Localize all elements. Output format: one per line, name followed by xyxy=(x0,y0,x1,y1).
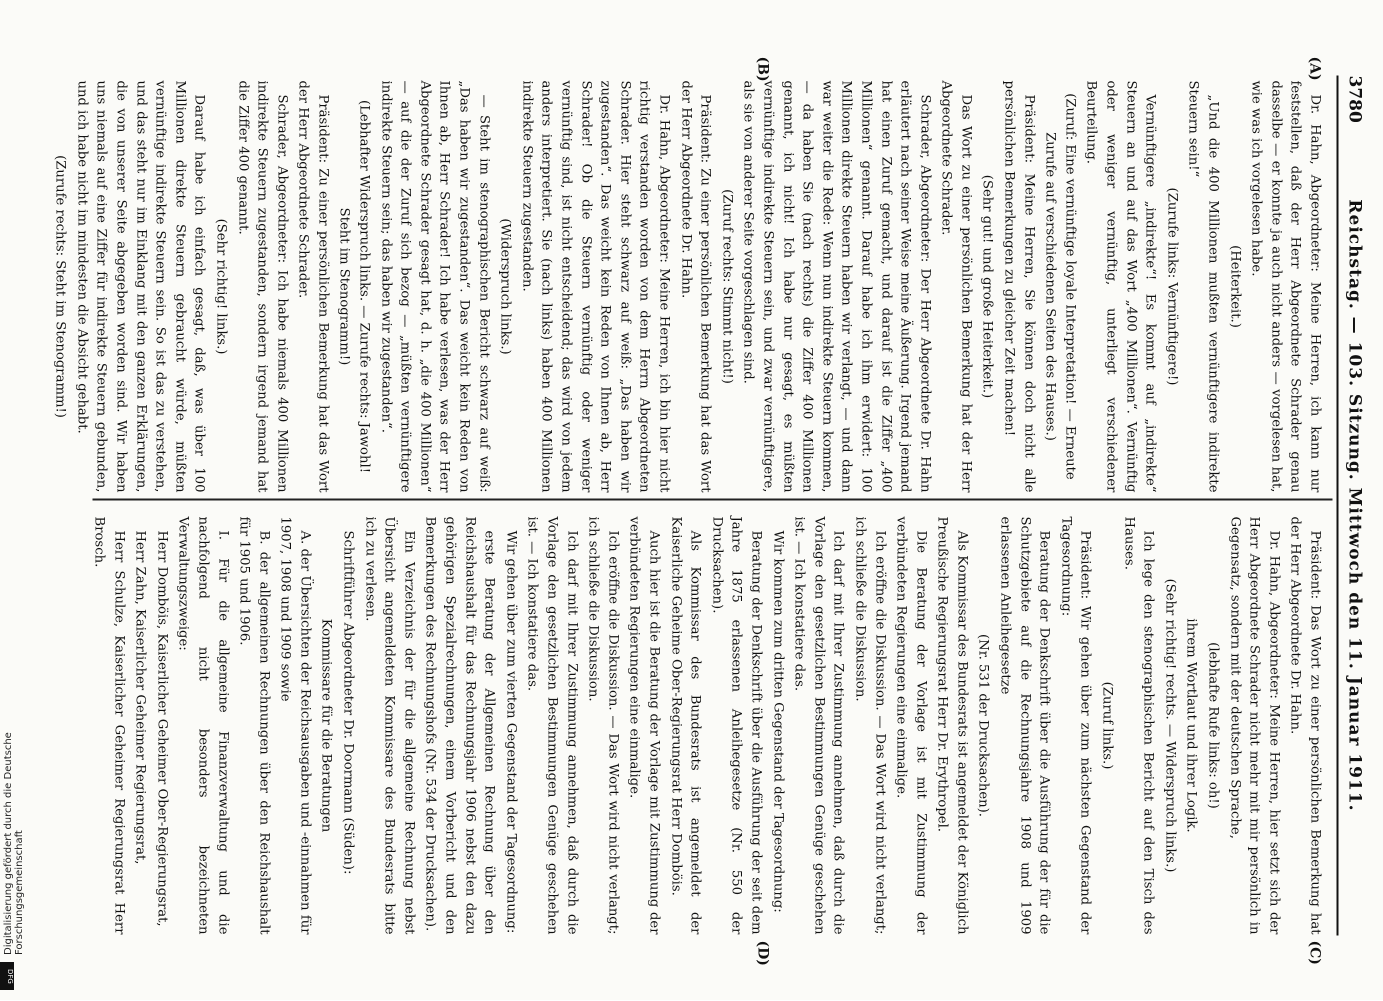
paragraph: (Sehr gut! und große Heiterkeit.) xyxy=(980,174,995,399)
paragraph: (Zurufe links: Vernünftigere!) xyxy=(1164,187,1180,386)
paragraph: Schrader, Abgeordneter: Ich habe niemals 400 Millionen indirekte Steuern zugestanden, sondern irgend jemand hat die Ziffer 400 genannt. xyxy=(235,80,290,493)
paragraph: Präsident: Meine Herren, Sie können doch nicht alle persönlichen Bemerkungen zu gleicher Zeit machen! xyxy=(1001,80,1037,493)
right-column xyxy=(91,516,1325,935)
paragraph: Als Kommissar des Bundesrats ist angemeldet der Kaiserliche Geheime Ober-Regierungsrat Herr Domböis. xyxy=(668,516,703,935)
page-header xyxy=(1337,76,1371,936)
paragraph: Ich eröffne die Diskussion. — Das Wort wird nicht verlangt; ich schließe die Diskussion. xyxy=(852,516,888,935)
paragraph: Die Beratung der Vorlage ist mit Zustimmung der verbündeten Regierungen eine einmalige. xyxy=(893,516,929,935)
column-divider xyxy=(93,499,1333,501)
paragraph: (Heiterkeit.) xyxy=(1227,245,1243,328)
page-number: 3780 xyxy=(1344,75,1365,123)
paragraph: Das Wort zu einer persönlichen Bemerkung hat der Herr Abgeordnete Schrader. xyxy=(938,80,974,493)
paragraph: erste Beratung der Allgemeinen Rechnung über den Reichshaushalt für das Rechnungsjahr 1906 nebst den dazu gehörigen Spezialrechnungen, einem Vorbericht und den Bemerkungen des Rechnungshofs (Nr. 534 der Drucksachen). xyxy=(422,516,497,935)
paragraph: Herr Zahn, Kaiserlicher Geheimer Regierungsrat, xyxy=(132,530,148,865)
margin-mark-b: (B) xyxy=(754,56,771,82)
paragraph: Kommissare für die Beratungen xyxy=(319,618,334,833)
paragraph: Auch hier ist die Beratung der Vorlage mit Zustimmung der verbündeten Regierungen eine einmalige. xyxy=(626,516,662,935)
paragraph: (Sehr richtig! links.) xyxy=(213,218,229,355)
dfg-logo: DFG xyxy=(0,962,14,990)
paragraph: (Zuruf: Eine vernünftige loyale Interpretation! — Erneute Zurufe auf verschiedenen Seiten des Hauses.) xyxy=(1042,93,1078,480)
paragraph: Präsident: Das Wort zu einer persönlichen Bemerkung hat der Herr Abgeordnete Dr. Hahn. xyxy=(1287,516,1323,935)
paragraph: (Widerspruch links.) xyxy=(497,218,513,355)
paragraph: Ich darf mit Ihrer Zustimmung annehmen, daß durch die Vorlage den gesetzlichen Bestimmungen Genüge geschehen ist. — Ich konstatiere das. xyxy=(791,516,846,935)
paragraph: (Lebhafter Widerspruch links. — Zurufe rechts: Jawohl! Steht im Stenogramm!) xyxy=(337,99,372,473)
paragraph: A. der Übersichten der Reichsausgaben und -einnahmen für 1907, 1908 und 1909 sowie xyxy=(277,516,313,935)
paragraph: Dr. Hahn, Abgeordneter: Meine Herren, hier setzt sich der Herr Abgeordnete Schrader nicht mehr mit mir persönlich in Gegensatz, sondern mit der deutschen Sprache, xyxy=(1227,516,1282,935)
paragraph: Beratung der Denkschrift über die Ausführung der seit dem Jahre 1875 erlassenen Anleihegesetze (Nr. 550 der Drucksachen). xyxy=(709,516,764,935)
document-page xyxy=(0,1,1383,1001)
margin-mark-d: (D) xyxy=(754,940,771,966)
paragraph: Präsident: Zu einer persönlichen Bemerkung hat das Wort der Herr Abgeordnete Schrader. xyxy=(295,80,331,493)
paragraph: Präsident: Zu einer persönlichen Bemerkung hat das Wort der Herr Abgeordnete Dr. Hahn. xyxy=(678,80,713,493)
paragraph: Ich eröffne die Diskussion. — Das Wort wird nicht verlangt; ich schließe die Diskussion. xyxy=(585,516,621,935)
paragraph: Ein Verzeichnis der für die allgemeine Rechnung nebst Übersicht angemeldeten Kommissare des Bundesrats bitte ich zu verlesen. xyxy=(362,516,417,935)
header-rule xyxy=(1337,76,1339,936)
paragraph: (Sehr richtig! rechts. — Widerspruch links.) xyxy=(1162,578,1178,873)
page-title: Reichstag. — 103. Sitzung. Mittwoch den 11. Januar 1911. xyxy=(1344,199,1365,812)
paragraph: Herr Schulze, Kaiserlicher Geheimer Regierungsrat Herr Brosch. xyxy=(91,516,127,935)
paragraph: Herr Domböis, Kaiserlicher Geheimer Ober-Regierungsrat, xyxy=(154,530,170,927)
paragraph: Wir gehen über zum vierten Gegenstand der Tagesordnung: xyxy=(503,530,519,934)
paragraph: (lebhafte Rufe links: oh!) xyxy=(1205,642,1221,809)
paragraph: Präsident: Wir gehen über zum nächsten Gegenstand der Tagesordnung: xyxy=(1058,516,1093,935)
paragraph: — Steht im stenographischen Bericht schwarz auf weiß: „Das haben wir zugestanden“. Das weicht kein Reden von Ihnen ab, Herr Schrader! Ich habe verlesen, was der Herr Abgeordnete Schrader gesagt hat, d. h. „die 400 Millionen“ — auf die der Zuruf sich bezog — „müßten vernünftigere indirekte Steuern sein; das haben wir zugestanden“. xyxy=(378,80,492,493)
paragraph: (Zuruf rechts: Stimmt nicht!) xyxy=(719,189,735,384)
paragraph: Wir kommen zum dritten Gegenstand der Tagesordnung: xyxy=(770,530,786,913)
paragraph: Dr. Hahn, Abgeordneter: Meine Herren, ich kann nur feststellen, daß der Herr Abgeordnete Schrader genau dasselbe — er konnte ja auch nicht anders — vorgelesen hat, wie was ich vorgelesen habe. xyxy=(1248,80,1323,493)
paragraph: Ich lege den stenographischen Bericht auf den Tisch des Hauses. xyxy=(1121,516,1156,935)
paragraph: Ich darf mit Ihrer Zustimmung annehmen, daß durch die Vorlage den gesetzlichen Bestimmungen Genüge geschehen ist. — Ich konstatiere das. xyxy=(524,516,580,935)
margin-mark-a: (A) xyxy=(1306,56,1323,81)
paragraph: Darauf habe ich einfach gesagt, daß, was über 100 Millionen direkte Steuern gebraucht würde, müßten vernünftige indirekte Steuern sein. So ist das zu verstehen, und das steht nur im Einklang mit den ganzen Erklärungen, die von unserer Seite abgegeben worden sind. Wir haben uns niemals auf eine Ziffer für indirekte Steuern gebunden, und ich habe nicht im mindesten die Absicht gehabt. xyxy=(74,80,207,493)
paragraph: (Zurufe rechts: Steht im Stenogramm!) xyxy=(52,155,68,418)
paragraph: Schriftführer Abgeordneter Dr. Doormann (Süden): xyxy=(340,530,356,875)
paragraph: ihrem Wortlaut und ihrer Logik. xyxy=(1183,618,1199,833)
left-column xyxy=(52,80,1325,493)
paragraph: Dr. Hahn, Abgeordneter: Meine Herren, ich bin hier nicht richtig verstanden worden von dem Herrn Abgeordneten Schrader. Hier steht schwarz auf weiß: „Das haben wir zugestanden“. Das weicht kein Reden von Ihnen ab, Herr Schrader! Ob die Steuern vernünftig oder weniger vernünftig sind, ist nicht entscheidend; das wird von jedem anders interpretiert. Sie (nach links) haben 400 Millionen indirekte Steuern zugestanden. xyxy=(519,80,672,493)
paragraph: (Zuruf links.) xyxy=(1099,681,1115,770)
paragraph: „Und die 400 Millionen mußten vernünftigere indirekte Steuern sein!“ xyxy=(1185,80,1221,493)
paragraph: Schrader, Abgeordneter: Der Herr Abgeordnete Dr. Hahn erläutert nach seiner Weise meine Äußerung. Irgend jemand hat einen Zuruf gemacht, und darauf ist die Ziffer „400 Millionen“ genannt. Darauf habe ich ihm erwidert: 100 Millionen direkte Steuern haben wir verlangt, — und dann war weiter die Rede: Wenn nun indirekte Steuern kommen, — da haben Sie (nach rechts) die Ziffer 400 Millionen genannt, ich nicht! Ich habe nur gesagt, es müßten vernünftige indirekte Steuern sein, und zwar vernünftigere, als sie von anderer Seite vorgeschlagen sind. xyxy=(740,80,933,493)
paragraph: Vernünftigere „indirekte“! Es kommt auf „indirekte“ Steuern an und auf das Wort „400 Millionen“. Vernünftig oder weniger vernünftig, unterliegt verschiedener Beurteilung. xyxy=(1083,80,1158,493)
digitization-credit: Digitalisierung gefördert durch die Deutsche Forschungsgemeinschaft xyxy=(3,732,25,955)
paragraph: Als Kommissar des Bundesrats ist angemeldet der Königlich Preußische Regierungsrat Herr Dr. Erythropel. xyxy=(934,516,970,935)
margin-mark-c: (C) xyxy=(1306,940,1323,965)
paragraph: (Nr. 531 der Drucksachen). xyxy=(976,634,991,817)
paragraph: Beratung der Denkschrift über die Ausführung der für die Schutzgebiete auf die Rechnungsjahre 1908 und 1909 erlassenen Anleihegesetze xyxy=(997,516,1052,935)
paragraph: B. der allgemeinen Rechnungen über den Reichshaushalt für 1905 und 1906. xyxy=(236,516,272,935)
paragraph: I. Für die allgemeine Finanzverwaltung und die nachfolgend nicht besonders bezeichneten Verwaltungszweige: xyxy=(175,516,231,935)
